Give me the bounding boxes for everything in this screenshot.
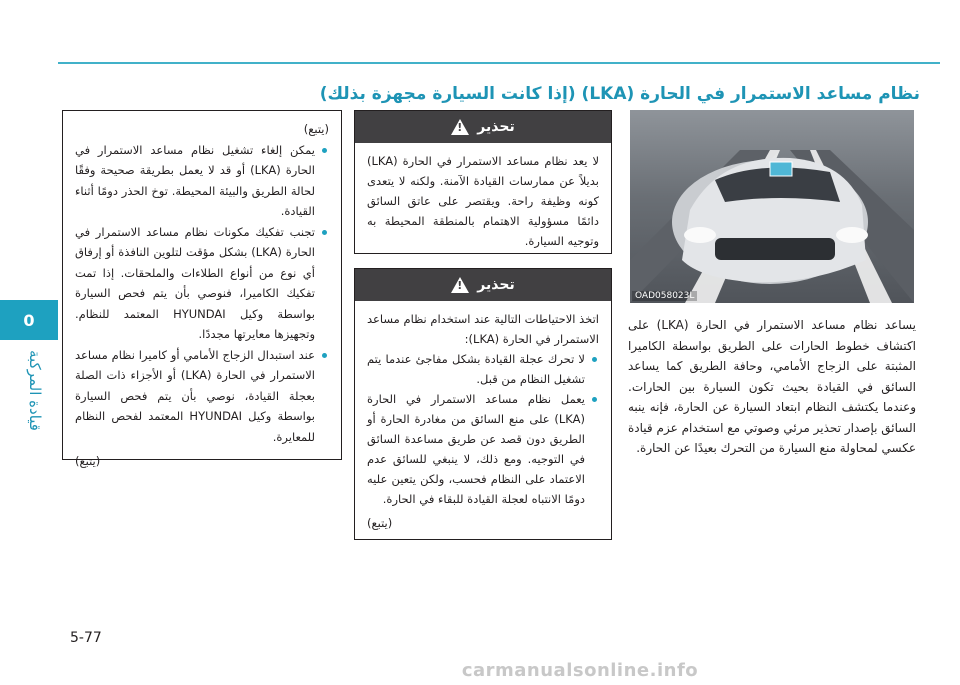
warning-item: يعمل نظام مساعد الاستمرار في الحارة (LKA) على منع السائق من مغادرة الحارة أو الطريق دون قصد عن طريق مساعدة السائق في التوجيه. ومع ذلك، لا ينبغي للسائق عدم الاعتماد على النظام فحسب، ولكن يتعين عليه دومًا الانتباه لعجلة القيادة للبقاء في الحارة. (367, 389, 585, 509)
page-number: 5-77 (70, 630, 102, 646)
body-text: يساعد نظام مساعد الاستمرار في الحارة (LKA) على اكتشاف خطوط الحارات على الطريق بواسطة الكاميرا المثبتة على الزجاج الأمامي، وحافة الطريق كما يساعد السائق في القيادة بحيث تكون السيارة بين الحارات. وعندما يكتشف النظام ابتعاد السيارة عن الحارة، فإنه ينبه السائق بإصدار تحذير مرئي وصوتي مع استخدام عزم قيادة عكسي لمحاولة منع السيارة من التحرك بعيدًا عن الحارة. (628, 318, 917, 455)
warning-body-1 (355, 143, 611, 259)
continued-list (75, 140, 329, 448)
warning-box-1 (354, 110, 612, 254)
continued-header: (يتبع) (303, 122, 329, 136)
figure-code: OAD058023L (632, 291, 697, 301)
warning-body-2 (355, 301, 611, 541)
warning-text-1: لا يعد نظام مساعد الاستمرار في الحارة (LKA) بديلاً عن ممارسات القيادة الآمنة. ولكنه لا يتعدى كونه وظيفة راحة. ويقتصر على عاتق السائق دائمًا مسؤولية الاهتمام بالمنطقة المحيطة به وتوجيه السيارة. (367, 154, 599, 248)
watermark: carmanualsonline.info (461, 660, 699, 681)
warning-heading-1: تحذير (477, 119, 515, 135)
warning-intro: اتخذ الاحتياطات التالية عند استخدام نظام مساعد الاستمرار في الحارة (LKA): (367, 312, 599, 346)
warning-list (367, 349, 599, 509)
continued-box (62, 110, 342, 468)
chapter-tab (0, 300, 58, 340)
warning-icon (451, 277, 469, 293)
warning-heading-2: تحذير (477, 277, 515, 293)
continued-item: تجنب تفكيك مكونات نظام مساعد الاستمرار في الحارة (LKA) بشكل مؤقت لتلوين النافذة أو إرفاق أي نوع من أنواع الطلاءات والملحقات. إذا تمت تفكيك الكاميرا، فنوصي بأن يتم فحص السيارة بواسطة وكيل HYUNDAI المعتمد للنظام. وتجهيزها معايرتها مجددًا. (75, 222, 315, 345)
warning-header-1 (355, 111, 611, 143)
continued-item: عند استبدال الزجاج الأمامي أو كاميرا نظام مساعد الاستمرار في الحارة (LKA) أو الأجزاء ذات الصلة بعجلة القيادة، نوصي بأن يتم فحص السيارة بواسطة وكيل HYUNDAI المعتمد لفحص النظام للمعايرة. (75, 345, 315, 448)
continued-label: (يتبع) (75, 454, 101, 468)
warning-item: لا تحرك عجلة القيادة بشكل مفاجئ عندما يتم تشغيل النظام من قبل. (367, 349, 585, 389)
continued-label: (يتبع) (367, 516, 393, 530)
chapter-number: 0 (23, 310, 35, 330)
continued-item: يمكن إلغاء تشغيل نظام مساعد الاستمرار في الحارة (LKA) أو قد لا يعمل بطريقة صحيحة وفقًا لحالة الطريق والبيئة المحيطة. توخ الحذر دومًا أثناء القيادة. (75, 140, 315, 222)
warning-header-2 (355, 269, 611, 301)
body-paragraph (628, 315, 916, 459)
continued-box-body (63, 111, 341, 480)
lka-illustration (630, 110, 914, 303)
page-title: نظام مساعد الاستمرار في الحارة (LKA) (إذا كانت السيارة مجهزة بذلك) (319, 84, 920, 104)
top-rule (58, 62, 940, 64)
chapter-label: قيادة المركبة (26, 349, 44, 431)
warning-box-2 (354, 268, 612, 540)
car-road-illustration (630, 110, 914, 303)
warning-icon (451, 119, 469, 135)
